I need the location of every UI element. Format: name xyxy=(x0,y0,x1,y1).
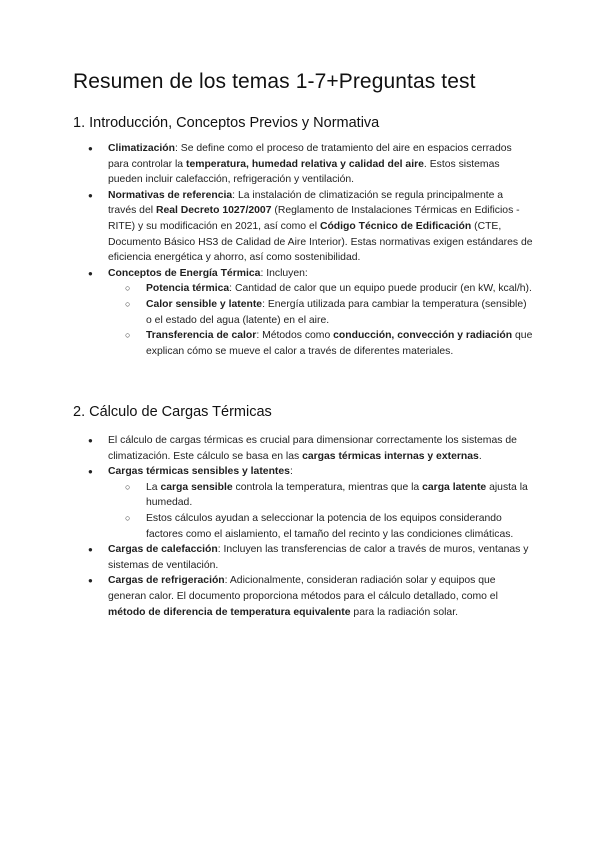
bold-text-run: método de diferencia de temperatura equivalente xyxy=(108,606,351,618)
bold-text-run: Cargas de calefacción xyxy=(108,544,218,556)
sub-list-item xyxy=(108,281,533,297)
text-run: : Cantidad de calor que un equipo puede producir (en kW, kcal/h). xyxy=(229,283,532,295)
text-run: : Energía utilizada para cambiar la temperatura (sensible) o el estado del agua (latente) en el aire. xyxy=(146,298,527,326)
list-item xyxy=(73,464,533,542)
bold-text-run: carga sensible xyxy=(160,481,233,493)
text-run: Estos cálculos ayudan a seleccionar la potencia de los equipos considerando factores como el aislamiento, el tamaño del recinto y las condiciones climáticas. xyxy=(146,512,514,540)
text-run: : Incluyen: xyxy=(260,267,308,279)
text-run: . Estos sistemas pueden incluir calefacción, refrigeración y ventilación. xyxy=(108,158,500,186)
bold-text-run: Transferencia de calor xyxy=(146,330,257,342)
sub-list-item xyxy=(108,328,533,359)
section-1-list xyxy=(73,141,533,359)
text-run: que explican cómo se mueve el calor a través de diferentes materiales. xyxy=(146,330,533,357)
text-run: : Incluyen las transferencias de calor a través de muros, ventanas y sistemas de ventilación. xyxy=(108,544,529,571)
list-item xyxy=(73,141,533,188)
text-run: para la radiación solar. xyxy=(350,606,458,618)
sub-list-item xyxy=(108,480,533,511)
sub-list xyxy=(108,281,533,359)
bold-text-run: carga latente xyxy=(422,481,487,493)
section-heading-1: 1. Introducción, Conceptos Previos y Normativa xyxy=(73,115,380,131)
text-run: El cálculo de cargas térmicas es crucial para dimensionar correctamente los sistemas de climatización. Este cálculo se basa en las xyxy=(108,435,517,462)
list-item xyxy=(73,266,533,360)
list-item xyxy=(73,188,533,266)
sub-list-item xyxy=(108,511,533,542)
bold-text-run: conducción, convección y radiación xyxy=(333,330,513,342)
text-run: : Se define como el proceso de tratamiento del aire en espacios cerrados para controlar la xyxy=(108,143,512,170)
section-2-list xyxy=(73,433,533,620)
bold-text-run: Real Decreto 1027/2007 xyxy=(155,205,272,217)
sub-list xyxy=(108,480,533,542)
bold-text-run: Normativas de referencia xyxy=(108,189,233,201)
text-run: : xyxy=(289,466,293,478)
bold-text-run: temperatura, humedad relativa y calidad del aire xyxy=(185,158,424,170)
list-item xyxy=(73,573,533,620)
sub-list-item xyxy=(108,297,533,328)
bold-text-run: Climatización xyxy=(108,143,175,154)
bold-text-run: Cargas térmicas sensibles y latentes xyxy=(108,466,290,478)
text-run: : Adicionalmente, consideran radiación solar y equipos que generan calor. El documento proporciona métodos para el cálculo detallado, como el xyxy=(108,575,498,602)
list-item xyxy=(73,433,533,464)
text-run: : Métodos como xyxy=(256,330,334,342)
text-run: controla la temperatura, mientras que la xyxy=(232,481,423,493)
bold-text-run: cargas térmicas internas y externas xyxy=(302,450,479,462)
bold-text-run: Código Técnico de Edificación xyxy=(319,220,472,232)
bold-text-run: Potencia térmica xyxy=(146,283,230,295)
text-run: (Reglamento de Instalaciones Térmicas en Edificios - RITE) y su modificación en 2021, así como el xyxy=(108,205,520,232)
page-title: Resumen de los temas 1-7+Preguntas test xyxy=(73,70,476,93)
list-item xyxy=(73,542,533,573)
text-run: . xyxy=(478,450,482,462)
bold-text-run: Conceptos de Energía Térmica xyxy=(108,267,261,279)
bold-text-run: Calor sensible y latente xyxy=(146,298,263,310)
text-run: La xyxy=(146,481,161,493)
text-run: ajusta la humedad. xyxy=(146,481,528,509)
text-run: : La instalación de climatización se regula principalmente a través del xyxy=(108,189,504,217)
text-run: (CTE, Documento Básico HS3 de Calidad de Aire Interior). Estas normativas exigen estándares de eficiencia energética y ahorro, así como sostenibilidad. xyxy=(108,220,533,264)
section-heading-2: 2. Cálculo de Cargas Térmicas xyxy=(73,404,272,420)
bold-text-run: Cargas de refrigeración xyxy=(108,575,225,587)
